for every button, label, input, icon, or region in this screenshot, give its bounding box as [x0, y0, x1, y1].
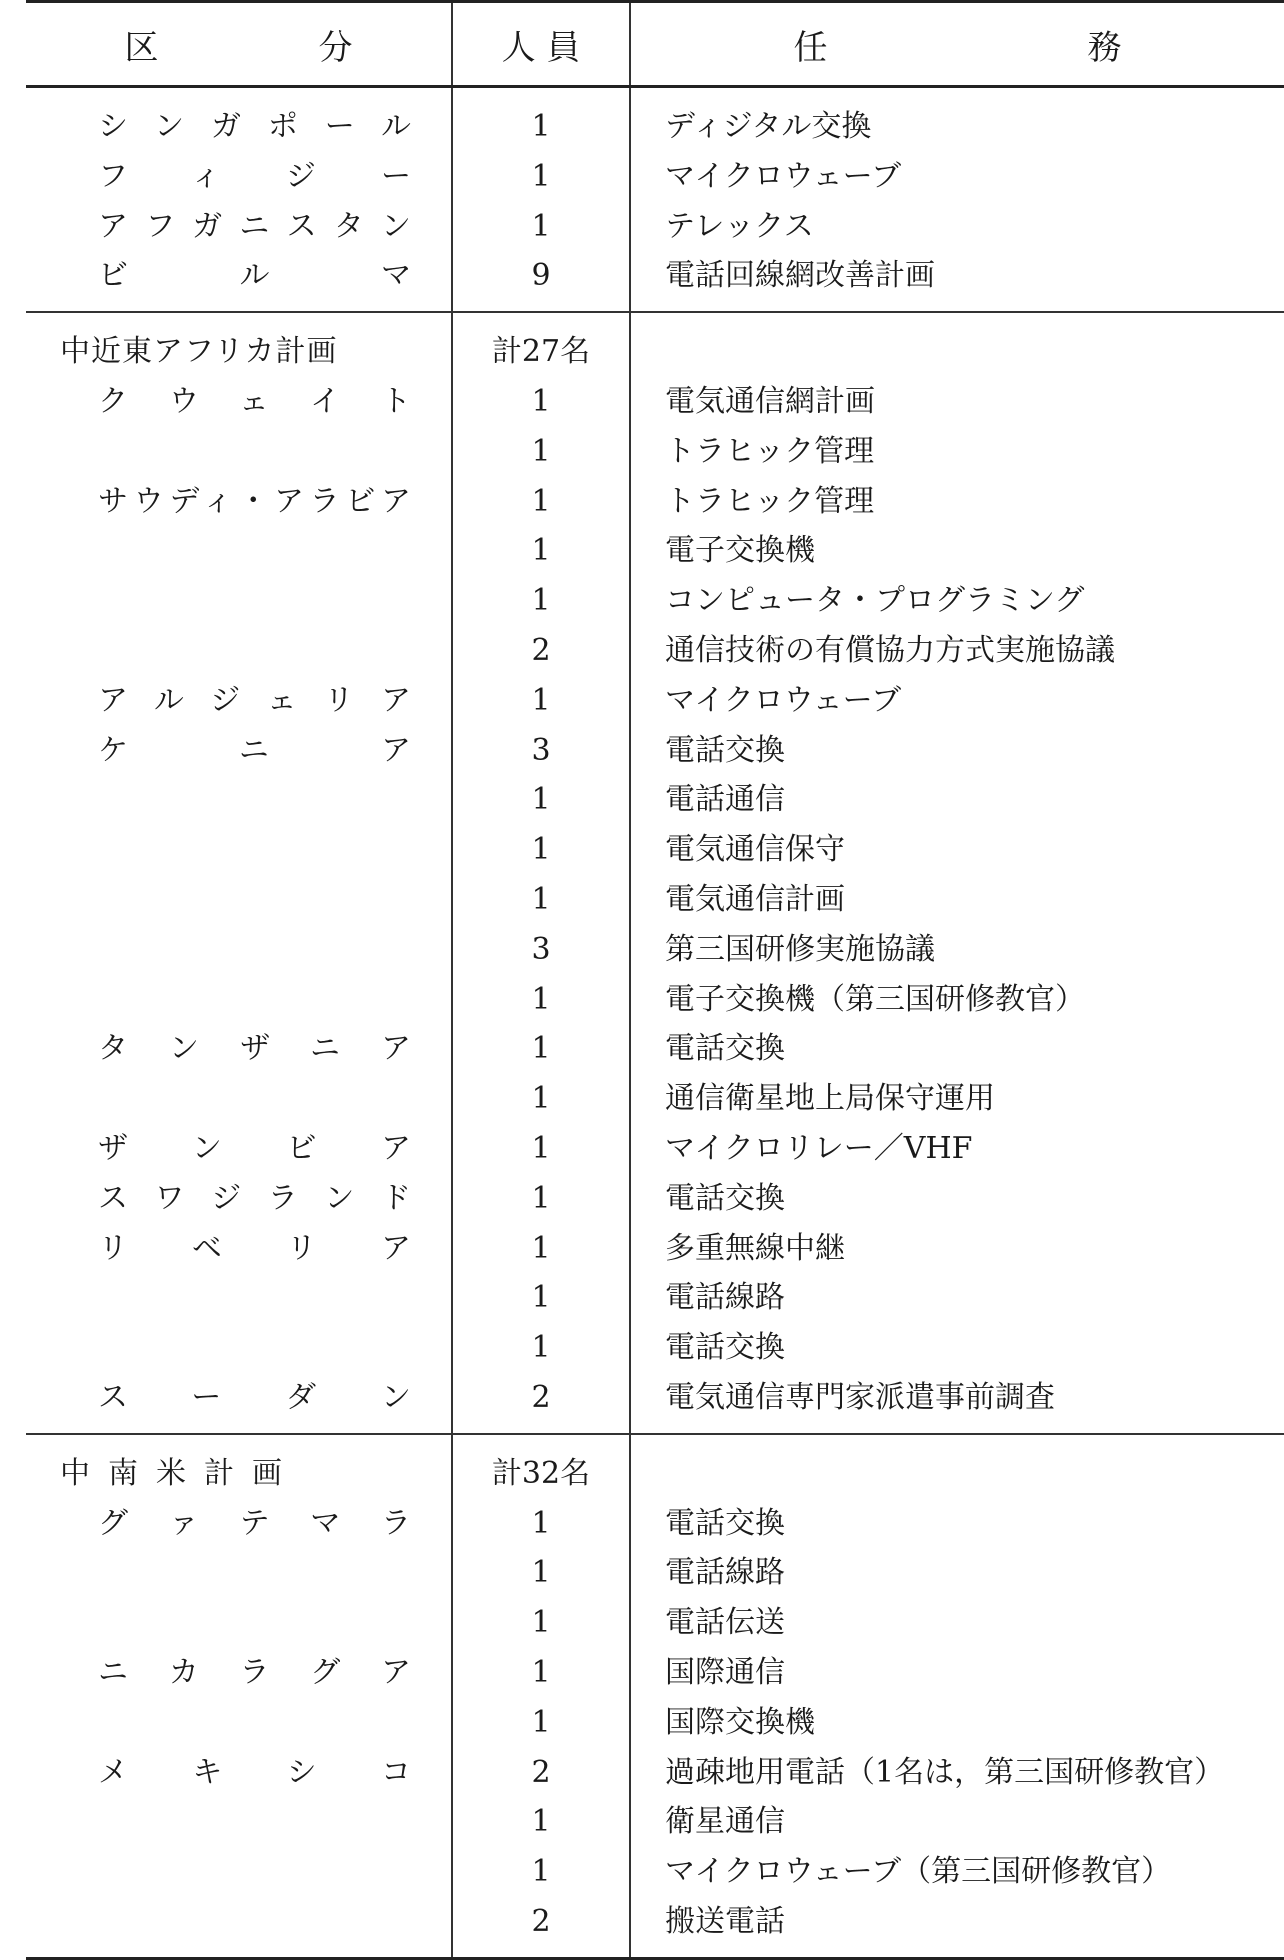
table-row: シンガポール 1 ディジタル交換 — [26, 87, 1284, 152]
table-row: 1 国際交換機 — [26, 1698, 1284, 1748]
table-row: 1 電話通信 — [26, 775, 1284, 825]
header-category: 区 分 — [26, 2, 452, 87]
table-row: ケニア 3 電話交換 — [26, 726, 1284, 776]
table-row: 1 衛星通信 — [26, 1797, 1284, 1847]
table-row: 2 通信技術の有償協力方式実施協議 — [26, 626, 1284, 676]
table-row: 1 電気通信計画 — [26, 875, 1284, 925]
header-personnel: 人 員 — [452, 2, 630, 87]
table-row: 1 電子交換機 — [26, 526, 1284, 576]
table-row: スワジランド 1 電話交換 — [26, 1174, 1284, 1224]
table-row: 1 電話伝送 — [26, 1598, 1284, 1648]
table-row: 1 コンピュータ・プログラミング — [26, 576, 1284, 626]
table-row: 1 トラヒック管理 — [26, 427, 1284, 477]
region-total: 計27名 — [452, 312, 630, 377]
table-row: クウェイト 1 電気通信網計画 — [26, 377, 1284, 427]
table-row: ニカラグア 1 国際通信 — [26, 1648, 1284, 1698]
table-row: アフガニスタン 1 テレックス — [26, 202, 1284, 252]
table-row: フィジー 1 マイクロウェーブ — [26, 152, 1284, 202]
table-row: タンザニア 1 電話交換 — [26, 1024, 1284, 1074]
region-label: 中近東アフリカ計画 — [60, 334, 338, 370]
table-row: ビルマ 9 電話回線網改善計画 — [26, 251, 1284, 312]
region-label: 中南米計画 — [60, 1455, 300, 1491]
table-row: スーダン 2 電気通信専門家派遣事前調査 — [26, 1373, 1284, 1434]
table-row: リベリア 1 多重無線中継 — [26, 1224, 1284, 1274]
table-row: メキシコ 2 過疎地用電話（1名は，第三国研修教官） — [26, 1748, 1284, 1798]
table-row: 3 第三国研修実施協議 — [26, 925, 1284, 975]
table-row: 1 通信衛星地上局保守運用 — [26, 1074, 1284, 1124]
table-row: 1 電話線路 — [26, 1273, 1284, 1323]
region-row — [26, 312, 1284, 377]
table-row: 1 電話交換 — [26, 1323, 1284, 1373]
table-row: 1 電気通信保守 — [26, 825, 1284, 875]
table-row: 2 搬送電話 — [26, 1897, 1284, 1958]
table-row: サウディ・アラビア 1 トラヒック管理 — [26, 477, 1284, 527]
table-row: 1 電話線路 — [26, 1548, 1284, 1598]
header-duty: 任 務 — [630, 2, 1284, 87]
table-row: グァテマラ 1 電話交換 — [26, 1499, 1284, 1549]
table-row: 1 電子交換機（第三国研修教官） — [26, 975, 1284, 1025]
table-row: アルジェリア 1 マイクロウェーブ — [26, 676, 1284, 726]
table-row: ザンビア 1 マイクロリレー／VHF — [26, 1124, 1284, 1174]
region-total: 計32名 — [452, 1434, 630, 1499]
table-header — [26, 2, 1284, 87]
dispatch-table — [26, 0, 1284, 1960]
table-row: 1 マイクロウェーブ（第三国研修教官） — [26, 1847, 1284, 1897]
region-row — [26, 1434, 1284, 1499]
